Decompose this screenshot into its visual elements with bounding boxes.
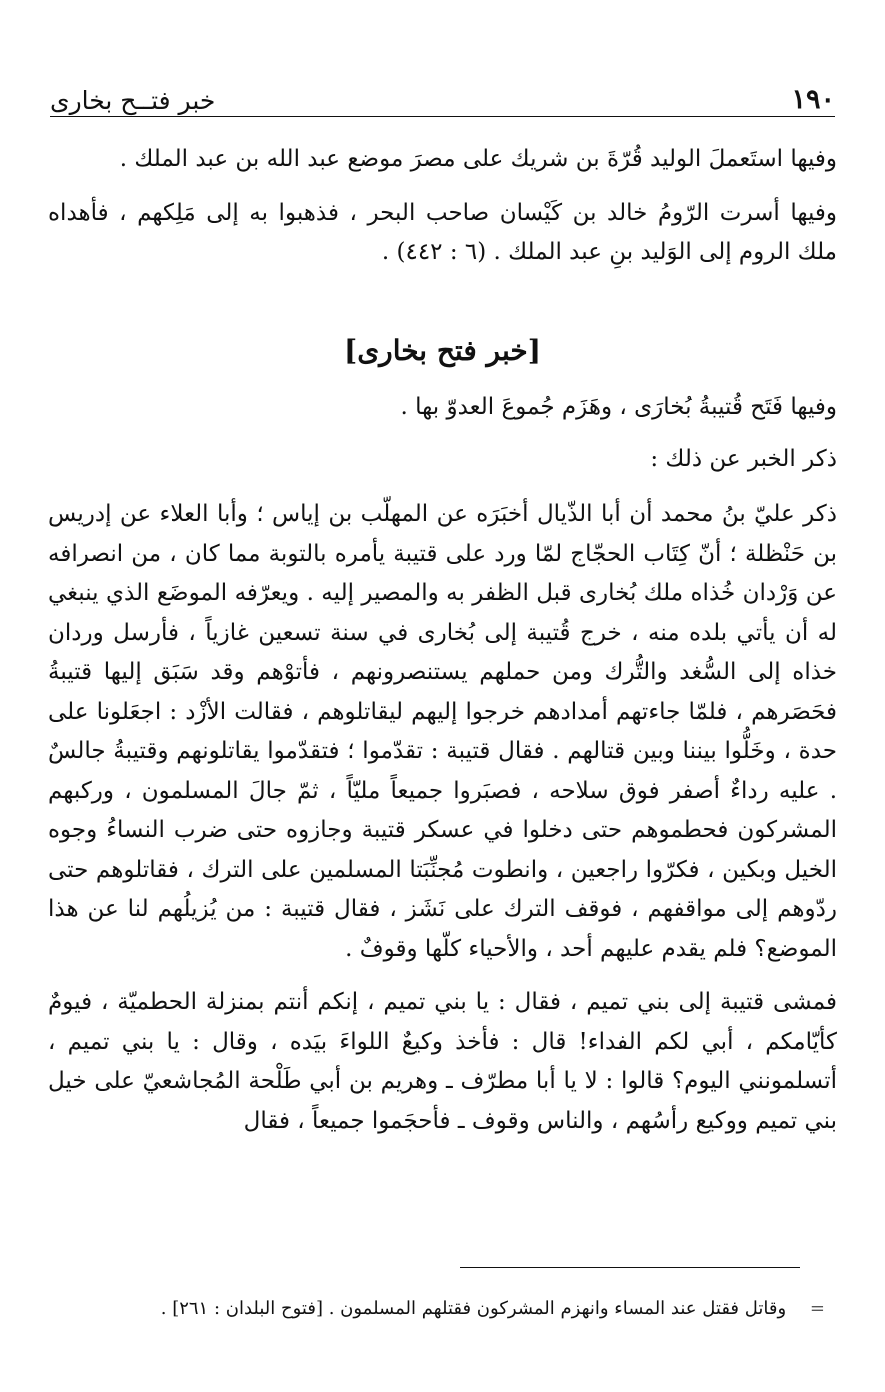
paragraph-subheading: ذكر الخبر عن ذلك :: [650, 445, 837, 472]
footnote: [60, 1296, 825, 1322]
running-header: [50, 82, 835, 117]
main-text: [48, 140, 837, 1141]
paragraph-intro-1: وفيها استَعملَ الوليد قُرّةَ بن شريك على مصرَ موضع عبد الله بن عبد الملك .: [119, 146, 837, 172]
paragraph-main: ذكر عليّ بنُ محمد أن أبا الذّيال أخبَرَه عن المهلّب بن إياس ؛ وأبا العلاء عن إدريس بن حَنْظلة ؛ أنّ كِتَاب الحجّاج لمّا ورد على قتيبة يأمره بالتوبة مما كان ، من انصرافه عن وَرْدان خُذاه ملك بُخارى قبل الظفر به والمصير إليه . ويعرّفه الموضَع الذي ينبغي له أن يأتي بلده منه ، خرج قُتيبة إلى بُخارى في سنة تسعين غازياً ، فأرسل وردان خذاه إلى السُّغد والتُّرك ومن حملهم يستنصرونهم ، فأتوْهم وقد سَبَق إليها قتيبةُ فحَصَرهم ، فلمّا جاءتهم أمدادهم خرجوا إليهم ليقاتلوهم ، فقالت الأزْد : اجعَلونا على حدة ، وخَلُّوا بيننا وبين قتالهم . فقال قتيبة : تقدّموا ؛ فتقدّموا يقاتلونهم وقتيبةُ جالسٌ . عليه رداءٌ أصفر فوق سلاحه ، فصبَروا جميعاً مليّاً ، ثمّ جالَ المسلمون ، وركبهم المشركون فحطموهم حتى دخلوا في عسكر قتيبة وجازوه حتى ضرب النساءُ وجوه الخيل وبكين ، فكرّوا راجعين ، وانطوت مُجنِّبَتا المسلمين على الترك ، فقاتلوهم حتى ردّوهم إلى مواقفهم ، فوقف الترك على نَشَز ، فقال قتيبة : من يُزيلُهم لنا عن هذا الموضع؟ فلم يقدم عليهم أحد ، والأحياء كلّها وقوفٌ .: [48, 501, 837, 962]
footnote-divider: [460, 1267, 800, 1268]
paragraph-intro-2: وفيها أسرت الرّومُ خالد بن كَيْسان صاحب البحر ، فذهبوا به إلى مَلِكهم ، فأهداه ملك الروم إلى الوَليد بنِ عبد الملك . (٦ : ٤٤٢) .: [48, 199, 837, 265]
running-header-title: خبر فتــح بخارى: [50, 86, 216, 115]
page-number: ١٩٠: [791, 84, 835, 115]
paragraph-lead: وفيها فَتَح قُتيبةُ بُخارَى ، وهَزَم جُموعَ العدوّ بها .: [400, 394, 837, 420]
paragraph-last: فمشى قتيبة إلى بني تميم ، فقال : يا بني تميم ، إنكم أنتم بمنزلة الحطميّة ، فيومٌ كأيّامكم ، أبي لكم الفداء! قال : فأخذ وكيعٌ اللواءَ بيَده ، وقال : يا بني تميم ، أتسلمونني اليوم؟ قالوا : لا يا أبا مطرّف ـ وهريم بن أبي طَلْحة المُجاشعيّ على خيل بني تميم ووكيع رأسُهم ، والناس وقوف ـ فأحجَموا جميعاً ، فقال: [48, 989, 837, 1134]
footnote-marker: =: [809, 1298, 825, 1319]
section-heading: [خبر فتح بخارى]: [344, 333, 541, 367]
footnote-text: وقاتل فقتل عند المساء وانهزم المشركون فقتلهم المسلمون . [فتوح البلدان : ٢٦١] .: [160, 1298, 787, 1319]
